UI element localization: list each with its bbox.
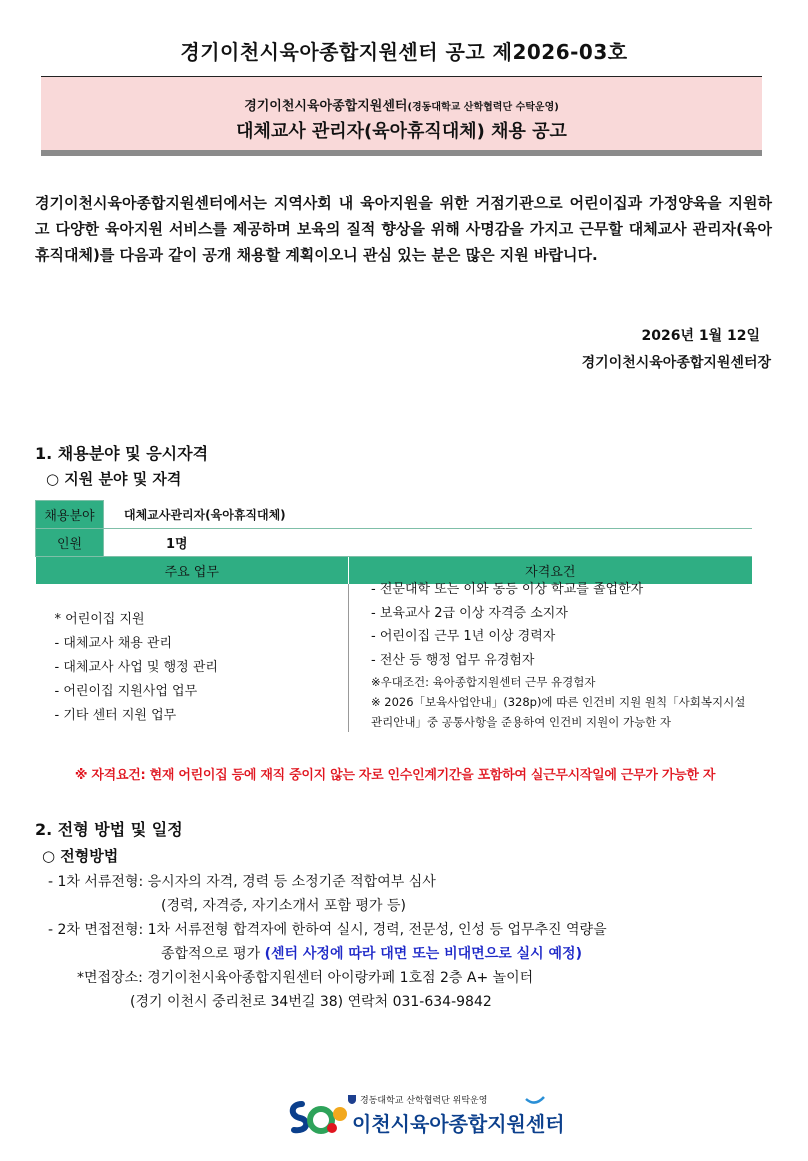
reqs-cell (349, 584, 752, 732)
pref-condition: ※우대조건: 육아종합지원센터 근무 유경험자 (371, 675, 596, 689)
duties-header: 주요 업무 (36, 557, 349, 585)
recruitment-table (35, 500, 752, 732)
duties-cell (36, 584, 349, 732)
interview-address: (경기 이천시 중리천로 34번길 38) 연락처 031-634-9842 (130, 994, 492, 1010)
field-value: 대체교사관리자(육아휴직대체) (104, 501, 752, 529)
center-logo-icon (288, 1098, 350, 1142)
duty-item: - 어린이집 지원사업 업무 (54, 684, 198, 699)
issuer: 경기이천시육아종합지원센터장 (581, 355, 771, 371)
section2-heading: 2. 전형 방법 및 일정 (35, 820, 183, 839)
req-item: - 전산 등 행정 업무 유경험자 (371, 652, 535, 668)
duty-item: - 대체교사 사업 및 행정 관리 (54, 660, 218, 675)
footer-center-name: 이천시육아종합지원센터 (352, 1112, 565, 1136)
banner-main-title: 대체교사 관리자(육아휴직대체) 채용 공고 (236, 121, 567, 142)
req-item: - 전문대학 또는 이와 동등 이상 학교를 졸업한자 (371, 582, 644, 597)
banner-operator: (경동대학교 산학협력단 수탁운영) (407, 102, 559, 113)
salary-note: ※ 2026「보육사업안내」(328p)에 따른 인건비 지원 원칙「사회복지시설 관리안내」중 공통사항을 준용하여 인건비 지원이 가능한 자 (371, 695, 746, 729)
screening-step1-detail: (경력, 자격증, 자기소개서 포함 평가 등) (161, 898, 406, 914)
duty-item: * 어린이집 지원 (54, 612, 145, 627)
swoosh-icon (525, 1090, 545, 1109)
duty-item: - 기타 센터 지원 업무 (54, 708, 177, 723)
screening-step2-detail (161, 944, 582, 964)
screening-step1: - 1차 서류전형: 응시자의 자격, 경력 등 소정기준 적합여부 심사 (48, 874, 436, 890)
section2-subheading: ○ 전형방법 (42, 847, 119, 865)
footer-operator: 경동대학교 산학협력단 위탁운영 (360, 1096, 488, 1106)
section1-subheading: ○ 지원 분야 및 자격 (46, 470, 182, 488)
count-label: 인원 (36, 529, 104, 557)
notice-date: 2026년 1월 12일 (641, 328, 760, 344)
count-value: 1명 (104, 529, 752, 557)
title-banner (41, 76, 762, 156)
interview-location: *면접장소: 경기이천시육아종합지원센터 아이랑카페 1호점 2층 A+ 놀이터 (77, 970, 534, 986)
duty-item: - 대체교사 채용 관리 (54, 636, 173, 651)
screening-step2-eval: 종합적으로 평가 (161, 946, 261, 962)
intro-paragraph: 경기이천시육아종합지원센터에서는 지역사회 내 육아지원을 위한 거점기관으로 어린이집과 가정양육을 지원하고 다양한 육아지원 서비스를 제공하며 보육의 질적 향상을 위해 사명감을 가지고 근무할 대체교사 관리자(육아휴직대체)를 다음과 같이 공개 채용할 계획이오니 관심 있는 분은 많은 지원 바랍니다. (35, 194, 772, 264)
banner-org: 경기이천시육아종합지원센터 (244, 99, 408, 114)
reqs-header: 자격요건 (349, 557, 752, 585)
section1-heading: 1. 채용분야 및 응시자격 (35, 444, 209, 463)
banner-subtitle (41, 95, 762, 114)
screening-step2: - 2차 면접전형: 1차 서류전형 합격자에 한하여 실시, 경력, 전문성, 인성 등 업무추진 역량을 (48, 922, 607, 938)
req-item: - 어린이집 근무 1년 이상 경력자 (371, 629, 556, 644)
interview-mode-note: (센터 사정에 따라 대면 또는 비대면으로 실시 예정) (264, 946, 582, 962)
eligibility-warning: ※ 자격요건: 현재 어린이집 등에 재직 중이지 않는 자로 인수인계기간을 포함하여 실근무시작일에 근무가 가능한 자 (74, 768, 716, 783)
field-label: 채용분야 (36, 501, 104, 529)
req-item: - 보육교사 2급 이상 자격증 소지자 (371, 605, 568, 621)
notice-title: 경기이천시육아종합지원센터 공고 제2026-03호 (180, 40, 628, 64)
